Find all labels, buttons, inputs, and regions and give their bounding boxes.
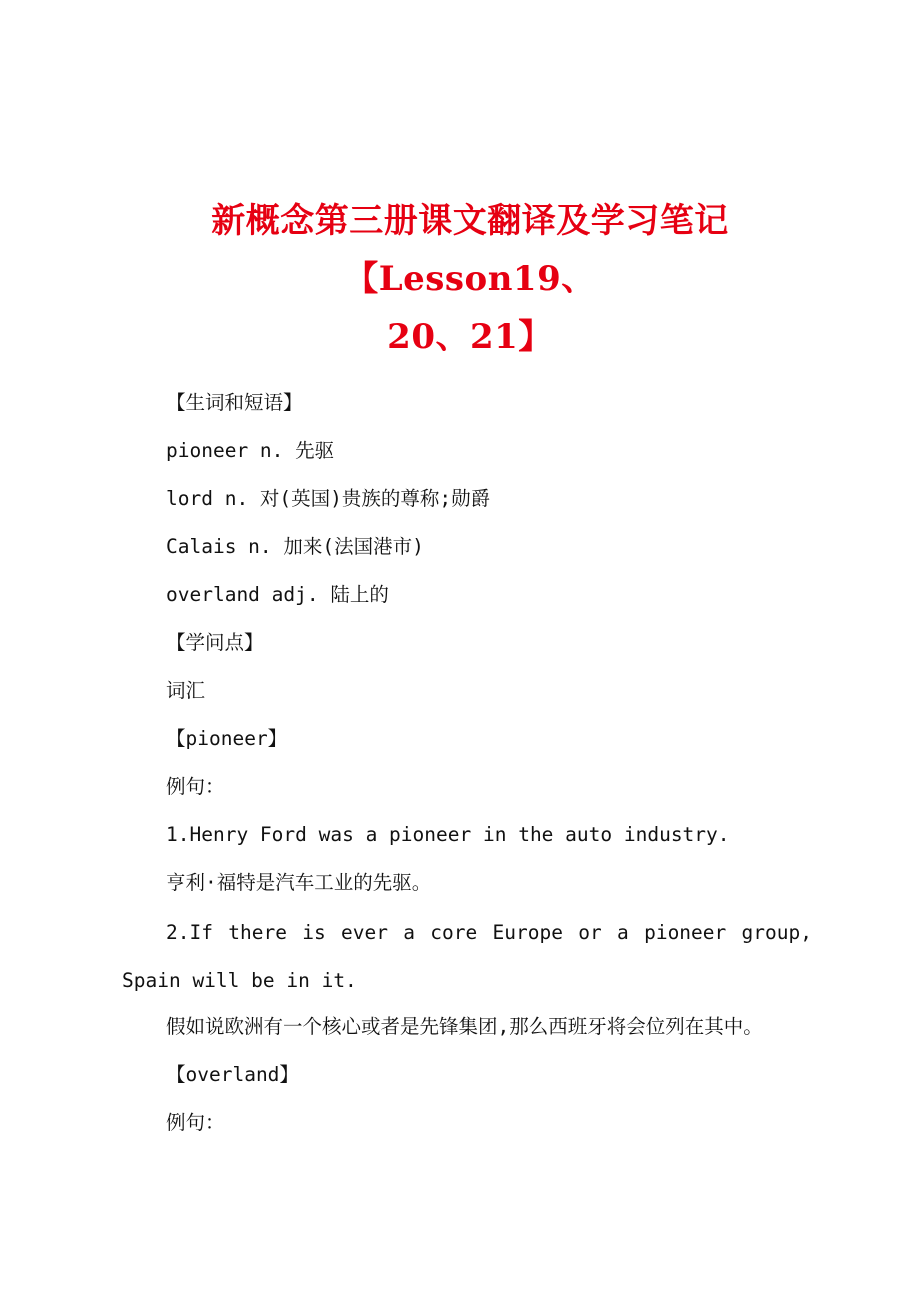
example-sentence-1: 1.Henry Ford was a pioneer in the auto industry. (166, 823, 730, 846)
examples-label-2: 例句： (166, 1111, 225, 1134)
word-heading-overland: 【overland】 (166, 1063, 299, 1086)
subheading-vocabulary: 词汇 (166, 679, 206, 702)
word-heading-pioneer: 【pioneer】 (166, 727, 288, 750)
vocab-entry-overland: overland adj. 陆上的 (166, 583, 389, 606)
example-translation-1: 亨利·福特是汽车工业的先驱。 (166, 871, 432, 894)
examples-label-1: 例句： (166, 775, 225, 798)
section-heading-vocabulary: 【生词和短语】 (166, 391, 303, 414)
example-sentence-2: 2.If there is ever a core Europe or a pioneer group, Spain will be in it. (122, 921, 812, 992)
example-translation-2: 假如说欧洲有一个核心或者是先锋集团,那么西班牙将会位列在其中。 (166, 1015, 763, 1038)
document-title (100, 192, 840, 366)
title-line-1: 新概念第三册课文翻译及学习笔记【Lesson19、 (211, 201, 729, 299)
title-line-2: 20、21】 (387, 317, 553, 357)
vocab-entry-pioneer: pioneer n. 先驱 (166, 439, 335, 462)
vocab-entry-lord: lord n. 对(英国)贵族的尊称;勋爵 (166, 487, 491, 510)
section-heading-knowledge-points: 【学问点】 (166, 631, 264, 654)
vocab-entry-calais: Calais n. 加来(法国港市) (166, 535, 424, 558)
